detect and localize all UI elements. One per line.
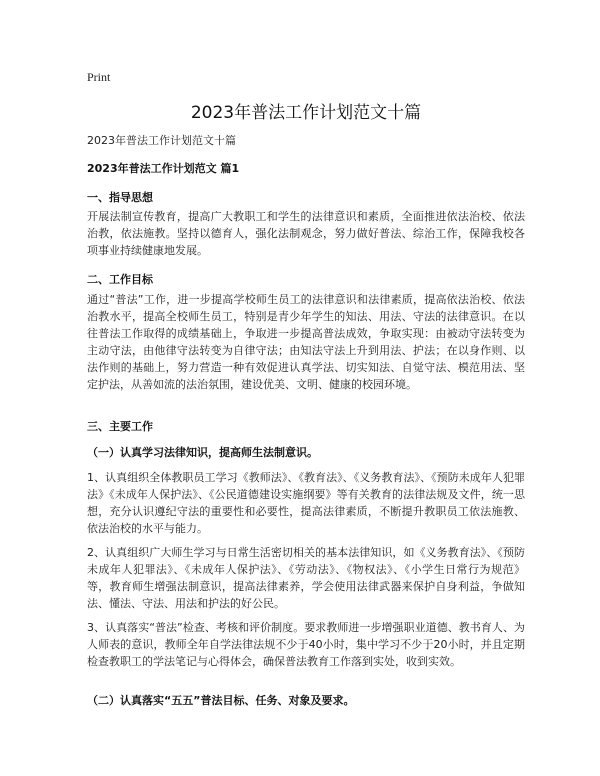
- section-3-heading: 三、主要工作: [87, 420, 153, 433]
- page-title: 2023年普法工作计划范文十篇: [190, 103, 422, 123]
- subtitle: 2023年普法工作计划范文十篇: [87, 134, 236, 147]
- section-3-paragraph-3: 3、认真落实“普法”检查、考核和评价制度。要求教师进一步增强职业道德、教书育人、为人师表的意识，教师全年自学法律法规不少于40小时，集中学习不少于20小时，并且定期检查教职工的学法笔记与心得体会，确保普法教育工作落到实处，收到实效。: [87, 621, 525, 668]
- part-heading: 2023年普法工作计划范文 篇1: [87, 162, 240, 175]
- section-2-heading: 二、工作目标: [87, 273, 153, 286]
- section-2-body: 通过“普法”工作，进一步提高学校师生员工的法律意识和法律素质，提高依法治校、依法治教水平，提高全校师生员工，特别是青少年学生的知法、用法、守法的法律意识。在以往普法工作取得的成绩基础上，争取进一步提高普法成效，争取实现：由被动守法转变为主动守法，由他律守法转变为自律守法；由知法守法上升到用法、护法；在以身作则、以法作则的基础上，努力营造一种有效促进认真学法、切实知法、自觉守法、模范用法、坚定护法，从善如流的法治氛围，建设优美、文明、健康的校园环境。: [87, 293, 525, 391]
- section-1-heading: 一、指导思想: [87, 191, 153, 204]
- print-label: Print: [87, 70, 111, 84]
- section-3-subheading-2: （二）认真落实“五五”普法目标、任务、对象及要求。: [87, 694, 355, 707]
- section-3-subheading-1: （一）认真学习法律知识，提高师生法制意识。: [87, 446, 318, 459]
- section-3-paragraph-2: 2、认真组织广大师生学习与日常生活密切相关的基本法律知识，如《义务教育法》、《预防未成年人犯罪法》、《未成年人保护法》、《劳动法》、《物权法》、《小学生日常行为规范》等，教育师生增强法制意识，提高法律素养，学会使用法律武器来保护自身利益，争做知法、懂法、守法、用法和护法的好公民。: [87, 546, 525, 610]
- section-3-paragraph-1: 1、认真组织全体教职员工学习《教师法》、《教育法》、《义务教育法》、《预防未成年人犯罪法》《未成年人保护法》、《公民道德建设实施纲要》等有关教育的法律法规及文件，统一思想，充分认识遵纪守法的重要性和必要性，提高法律素质，不断提升教职员工依法施教、依法治校的水平与能力。: [87, 471, 525, 535]
- section-1-body: 开展法制宣传教育，提高广大教职工和学生的法律意识和素质，全面推进依法治校、依法治教，依法施教。坚持以德育人，强化法制观念，努力做好普法、综治工作，保障我校各项事业持续健康地发展。: [87, 210, 525, 257]
